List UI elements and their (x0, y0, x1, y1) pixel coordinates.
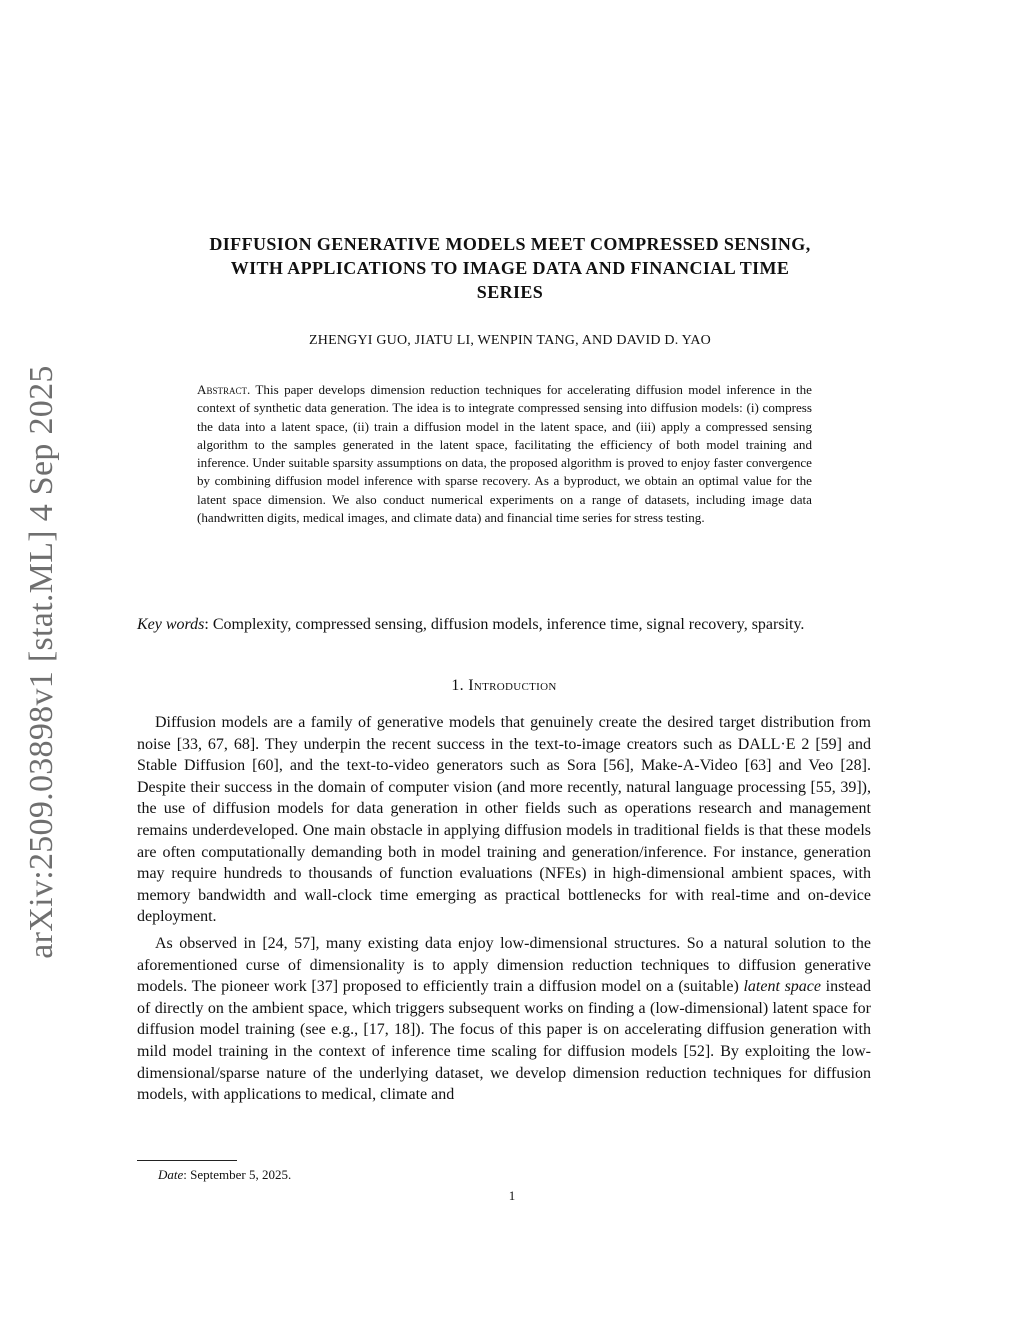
footnote-label: Date (158, 1167, 184, 1182)
author-list: ZHENGYI GUO, JIATU LI, WENPIN TANG, AND DAVID D. YAO (309, 333, 711, 348)
title-line-1: DIFFUSION GENERATIVE MODELS MEET COMPRESSED SENSING, (209, 234, 811, 254)
paper-title (130, 232, 890, 304)
section-number: 1. (451, 677, 464, 694)
paragraph-1-text: Diffusion models are a family of generative models that genuinely create the desired target distribution from noise [33, 67, 68]. They underpin the recent success in the text-to-image creators such as DALL·E 2 [59] and Stable Diffusion [60], and the text-to-video generators such as Sora [56], Make-A-Video [63] and Veo [28]. Despite their success in the domain of computer vision (and more recently, natural language processing [55, 39]), the use of diffusion models for data generation in other fields such as operations research and management remains underdeveloped. One main obstacle in applying diffusion models in traditional fields is that these models are often computationally demanding both in model training and generation/inference. For instance, generation may require hundreds to thousands of function evaluations (NFEs) in high-dimensional ambient spaces, with memory bandwidth and wall-clock time emerging as practical bottlenecks for with real-time and on-device deployment. (137, 714, 871, 926)
section-heading (137, 677, 871, 695)
paragraph-2 (137, 933, 871, 1106)
paragraph-2-text-a: As observed in [24, 57], many existing data enjoy low-dimensional structures. So a natural solution to the aforementioned curse of dimensionality is to apply dimension reduction techniques to diffusion generative models. The pioneer work [37] proposed to efficiently train a diffusion model on a (suitable) (137, 934, 871, 996)
footnote (158, 1167, 291, 1183)
section-title-text: Introduction (468, 677, 557, 694)
footnote-rule (137, 1160, 237, 1161)
arxiv-identifier: arXiv:2509.03898v1 [stat.ML] 4 Sep 2025 (23, 365, 60, 959)
footnote-text: : September 5, 2025. (183, 1167, 292, 1182)
page-number: 1 (508, 1188, 516, 1203)
abstract-text: This paper develops dimension reduction techniques for accelerating diffusion model inference in the context of synthetic data generation. The idea is to integrate compressed sensing into diffusion models: (i) compress the data into a latent space, (ii) train a diffusion model in the latent space, and (iii) apply a compressed sensing algorithm to the samples generated in the latent space, facilitating the efficiency of both model training and inference. Under suitable sparsity assumptions on data, the proposed algorithm is proved to enjoy faster convergence by combining diffusion model inference with sparse recovery. As a byproduct, we obtain an optimal value for the latent space dimension. We also conduct numerical experiments on a range of datasets, including image data (handwritten digits, medical images, and climate data) and financial time series for stress testing. (197, 382, 812, 526)
keywords (137, 614, 871, 636)
paragraph-2-emphasis: latent space (743, 978, 821, 996)
keywords-text: : Complexity, compressed sensing, diffusion models, inference time, signal recovery, sparsity. (204, 616, 805, 633)
title-line-2: WITH APPLICATIONS TO IMAGE DATA AND FINANCIAL TIME (230, 258, 790, 278)
body-text (137, 712, 871, 1111)
keywords-label: Key words (137, 616, 205, 633)
paragraph-1 (137, 712, 871, 928)
abstract-heading: Abstract. (197, 382, 251, 397)
paragraph-2-text-b: instead of directly on the ambient space, which triggers subsequent works on finding a (low-dimensional) latent space for diffusion model training (see e.g., [17, 18]). The focus of this paper is on accelerating diffusion generation with mild model training in the context of inference time scaling for diffusion models [52]. By exploiting the low-dimensional/sparse nature of the underlying dataset, we develop dimension reduction techniques for diffusion models, with applications to medical, climate and (137, 978, 871, 1104)
title-line-3: SERIES (476, 282, 544, 302)
abstract (197, 381, 812, 527)
